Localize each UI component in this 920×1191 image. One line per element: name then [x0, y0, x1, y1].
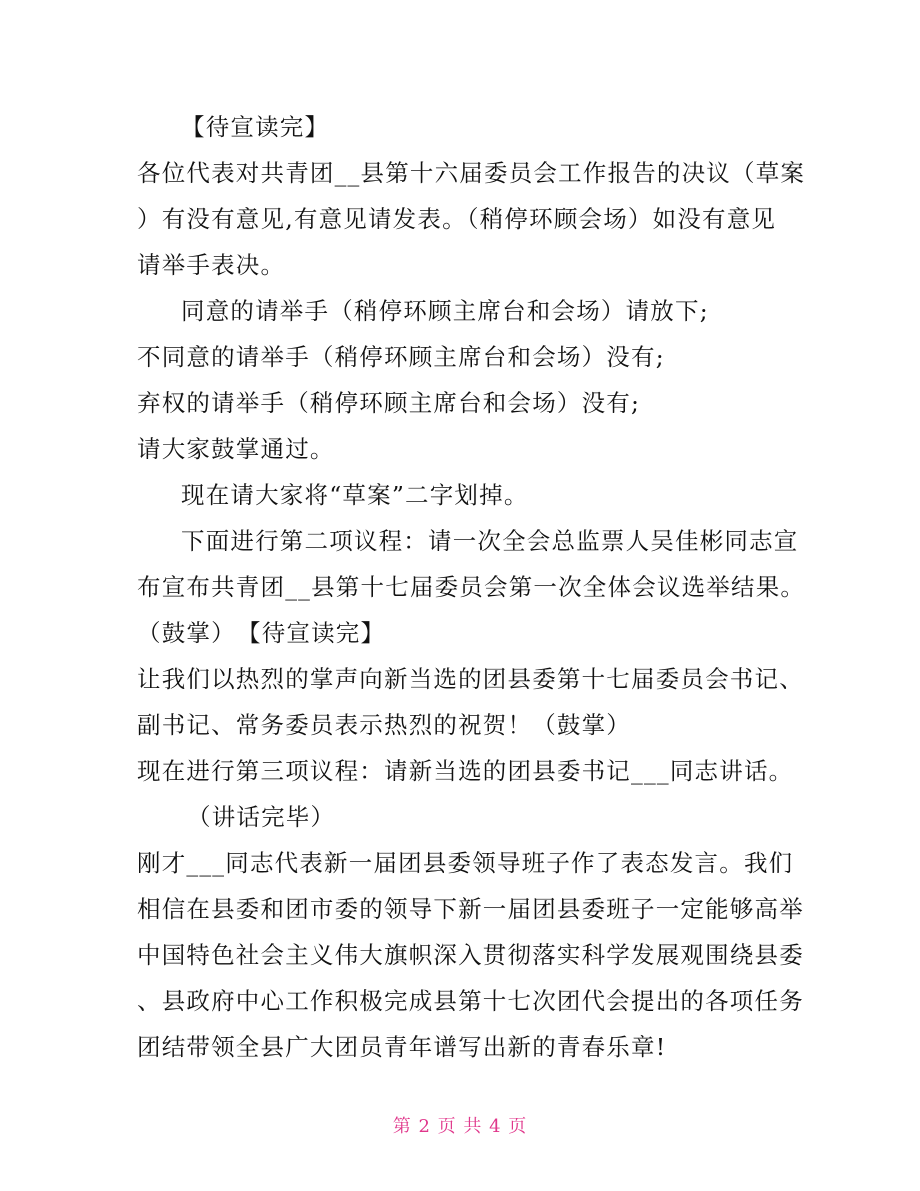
- text-line: 弃权的请举手（稍停环顾主席台和会场）没有;: [137, 389, 641, 417]
- text-line: 【待宣读完】: [181, 113, 330, 141]
- text-line: （鼓掌） 【待宣读完】: [137, 619, 386, 647]
- text-line: 中国特色社会主义伟大旗帜深入贯彻落实科学发展观围绕县委: [137, 941, 804, 969]
- text-line: 副书记、常务委员表示热烈的祝贺！（鼓掌）: [137, 711, 631, 739]
- text-line: 请举手表决。: [137, 251, 286, 279]
- text-line: 同意的请举手（稍停环顾主席台和会场）请放下;: [181, 297, 709, 325]
- text-line: 布宣布共青团__县第十七届委员会第一次全体会议选举结果。: [137, 573, 806, 601]
- text-line: 刚才___同志代表新一届团县委领导班子作了表态发言。我们: [137, 849, 794, 877]
- text-line: （讲话完毕）: [187, 803, 336, 831]
- text-line: 、县政府中心工作积极完成县第十七次团代会提出的各项任务: [137, 987, 804, 1015]
- text-line: 现在进行第三项议程：请新当选的团县委书记___同志讲话。: [137, 757, 794, 785]
- text-line: 各位代表对共青团__县第十六届委员会工作报告的决议（草案: [137, 159, 806, 187]
- page-number-footer: 第 2 页 共 4 页: [392, 1116, 528, 1137]
- text-line: 让我们以热烈的掌声向新当选的团县委第十七届委员会书记、: [137, 665, 804, 693]
- document-body: [137, 104, 806, 1070]
- text-line: 团结带领全县广大团员青年谱写出新的青春乐章!: [137, 1033, 667, 1061]
- text-line: 相信在县委和团市委的领导下新一届团县委班子一定能够高举: [137, 895, 804, 923]
- text-line: ）有没有意见,有意见请发表。（稍停环顾会场）如没有意见: [137, 205, 777, 233]
- text-line: 下面进行第二项议程：请一次全会总监票人吴佳彬同志宣: [181, 527, 799, 555]
- text-line: 请大家鼓掌通过。: [137, 435, 335, 463]
- text-line: 不同意的请举手（稍停环顾主席台和会场）没有;: [137, 343, 665, 371]
- text-line: 现在请大家将“草案”二字划掉。: [181, 481, 529, 509]
